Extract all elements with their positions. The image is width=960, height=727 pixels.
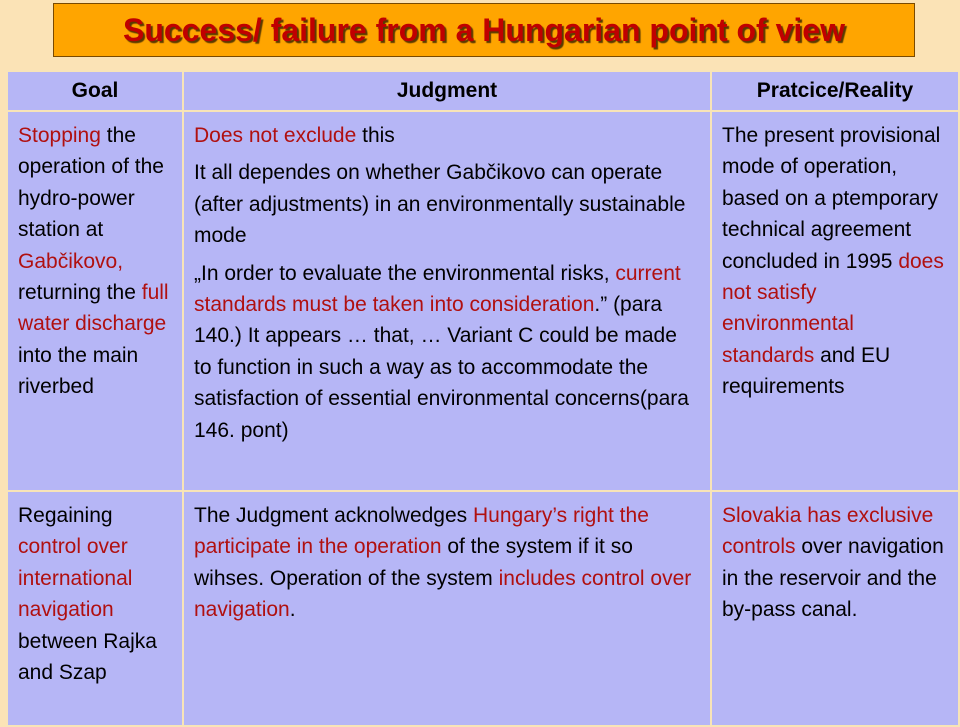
goal-highlight: full water discharge — [18, 281, 169, 336]
practice-cell — [711, 491, 959, 726]
practice-text: The present provisional mode of operation, based on a ptemporary technical agreement concluded in 1995 — [722, 124, 941, 273]
goal-text: returning the — [18, 281, 142, 305]
goal-highlight: Stopping — [18, 124, 101, 147]
slide-title: Success/ failure from a Hungarian point of view — [123, 11, 845, 48]
goal-highlight: control over international navigation — [18, 535, 133, 622]
goal-text: between Rajka and Szap — [18, 629, 157, 685]
practice-highlight: Slovakia has exclusive controls — [722, 504, 934, 559]
judgment-text: . — [289, 598, 296, 622]
header-judgment: Judgment — [183, 71, 711, 111]
judgment-highlight: Does not exclude — [194, 124, 357, 147]
goal-text: the operation of the hydro-power station at — [18, 124, 164, 242]
judgment-highlight: includes control over navigation — [194, 566, 692, 622]
practice-highlight: does not satisfy environmental standards — [722, 249, 944, 367]
table-row — [7, 491, 959, 726]
judgment-paragraph: It all dependes on whether Gabčikovo can operate (after adjustments) in an environmentally sustainable mode — [194, 161, 686, 248]
judgment-paragraph — [194, 258, 700, 446]
goal-text: Regaining — [18, 504, 113, 527]
judgment-highlight: Hungary’s right the participate in the operation — [194, 504, 649, 559]
judgment-text: The Judgment acknolwedges — [194, 504, 473, 527]
goal-cell — [7, 491, 183, 726]
judgment-text: „In order to evaluate the environmental risks, — [194, 261, 616, 285]
table-row — [7, 111, 959, 491]
goal-cell — [7, 111, 183, 491]
practice-text: over navigation in the reservoir and the by-pass canal. — [722, 535, 944, 622]
title-banner — [53, 3, 915, 57]
header-goal: Goal — [7, 71, 183, 111]
practice-text: and EU requirements — [722, 343, 891, 399]
goal-highlight: Gabčikovo, — [18, 249, 124, 273]
table-header-row — [7, 71, 959, 111]
judgment-cell — [183, 491, 711, 726]
practice-cell — [711, 111, 959, 491]
judgment-text: .” (para 140.) It appears … that, … Variant C could be made to function in such a way as to accommodate the satisfaction of essential environmental concerns(para 146. pont) — [194, 293, 689, 442]
comparison-table — [6, 70, 960, 727]
judgment-paragraph — [194, 120, 700, 151]
goal-text: into the main riverbed — [18, 343, 139, 399]
judgment-text: this — [356, 124, 395, 147]
judgment-cell — [183, 111, 711, 491]
judgment-text: of the system if it so wihses. Operation of the system — [194, 535, 633, 590]
header-practice: Pratcice/Reality — [711, 71, 959, 111]
judgment-highlight: current standards must be taken into consideration — [194, 261, 681, 317]
